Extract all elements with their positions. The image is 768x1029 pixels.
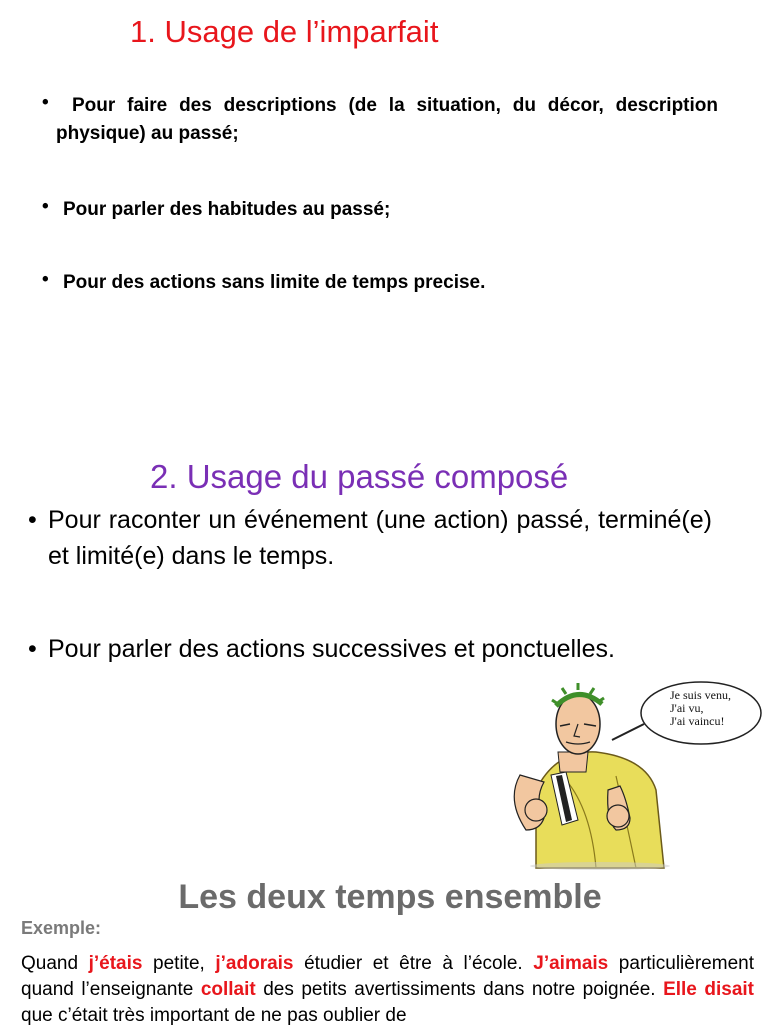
- text-run: Quand: [21, 953, 89, 974]
- section1-bullet-1-text: Pour faire des descriptions (de la situation, du décor, description physique) au passé;: [56, 95, 718, 144]
- speech-line: Je suis venu,: [670, 688, 731, 702]
- section2-title: 2. Usage du passé composé: [150, 458, 569, 495]
- text-run: des petits avertissiments dans notre poignée.: [255, 979, 664, 1000]
- bullet-dot: •: [42, 196, 49, 217]
- section1-bullet-2-text: Pour parler des habitudes au passé;: [63, 199, 391, 220]
- text-run: étudier et être à l’école.: [293, 953, 534, 974]
- speech-bubble-tail: [612, 724, 644, 740]
- verb-highlight: j’étais: [88, 953, 143, 974]
- text-run: particulièrement quand l’enseignante: [21, 953, 754, 1000]
- verb-highlight: j’adorais: [215, 953, 294, 974]
- section1-bullet-2: [42, 196, 723, 224]
- section1-title: 1. Usage de l’imparfait: [130, 14, 439, 49]
- section2-bullet-1: [28, 502, 712, 574]
- speech-line: J'ai vaincu!: [670, 714, 725, 728]
- bullet-dot: •: [42, 269, 49, 290]
- text-run: petite,: [142, 953, 216, 974]
- verb-highlight: J’aimais: [533, 953, 609, 974]
- section2-bullet-2-text: Pour parler des actions successives et ponctuelles.: [48, 635, 615, 663]
- section2-bullet-2: [28, 631, 712, 667]
- speech-bubble-text: [670, 689, 731, 728]
- toga: [536, 752, 664, 868]
- bullet-dot: •: [42, 92, 49, 113]
- verb-highlight: collait: [200, 979, 256, 1000]
- example-label: Exemple:: [21, 918, 102, 938]
- bullet-dot: •: [28, 635, 37, 663]
- section1-bullet-3: [42, 269, 723, 297]
- verb-highlight: Elle disait: [663, 979, 754, 1000]
- bullet-dot: •: [28, 506, 37, 534]
- section1-bullet-3-text: Pour des actions sans limite de temps precise.: [63, 272, 486, 293]
- section1-bullet-1: [42, 92, 718, 148]
- speech-line: J'ai vu,: [670, 701, 704, 715]
- text-run: que c’était très important de ne pas oublier de: [21, 1005, 407, 1026]
- section2-bullet-1-text: Pour raconter un événement (une action) passé, terminé(e) et limité(e) dans le temps.: [48, 506, 712, 570]
- example-paragraph: [21, 951, 754, 1029]
- section3-title: Les deux temps ensemble: [178, 878, 602, 916]
